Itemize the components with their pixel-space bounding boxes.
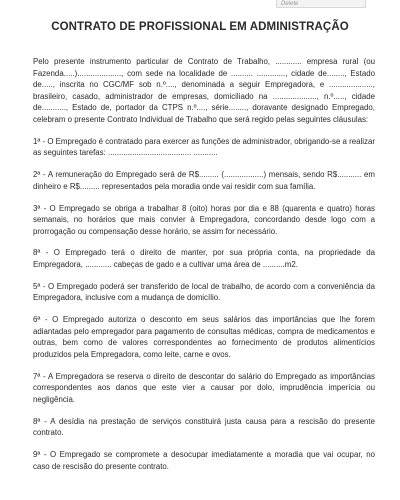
- clause-1: 1ª - O Empregado é contratado para exercer as funções de administrador, obrigando-se a realizar as seguintes tarefas: ...................................... ...........: [33, 136, 375, 158]
- clause-9: 9ª - O Empregado se compromete a desocupar imediatamente a moradia que vai ocupar, no caso de rescisão do presente contrato.: [33, 450, 375, 471]
- clause-7: 7ª - A Empregadora se reserva o direito de descontar do salário do Empregado as importâncias correspondentes aos danos que este vier a causar por dolo, imprudência imperícia ou negligência.: [33, 371, 375, 404]
- clause-6: 6ª - O Empregado autoriza o desconto em seus salários das importâncias que lhe forem adiantadas pelo empregador para pagamento de consultas médicas, compra de medicamentos e outras, bem como de valores correspondentes ao fornecimento de produtos alimentícios produzidos pela Empregadora, como leite, carne e ovos.: [33, 315, 375, 359]
- clause-4: 8ª - O Empregado terá o direito de manter, por sua própria conta, na propriedade da Empregadora, ............ cabeças de gado e a cultivar uma área de ..........m2.: [33, 248, 375, 270]
- delete-tab[interactable]: Delete: [276, 0, 366, 8]
- clause-3: 3ª - O Empregado se obriga a trabalhar 8 (oito) horas por dia e 88 (quarenta e quatro) horas semanais, no horários que mais convier à Empregadora, concordando desde logo com a prorrogação ou compensação desse horário, se assim for necessário.: [33, 203, 375, 236]
- clause-8: 8ª - A desídia na prestação de serviços constituirá justa causa para a rescisão do presente contrato.: [33, 416, 375, 438]
- document-title: CONTRATO DE PROFISSIONAL EM ADMINISTRAÇÃO: [51, 21, 349, 33]
- paragraph-preamble: Pelo presente instrumento particular de Contrato de Trabalho, ............ empresa rural (ou Fazenda.....)...................., com sede na localidade de .......... ............., cidade de........, Estado de....., inscrita no CGC/MF sob n.º...., denominada a seguir Empregadora, e ...................., brasileiro, casado, administrador de empresas, domiciliado na ...................., n.º....., cidade de..........., Estado de, portador da CTPS n.º...., série........, doravante designado Empregado, celebram o presente Contrato Individual de Trabalho que será regido pelas seguintes cláusulas:: [33, 57, 375, 124]
- document-body: [33, 56, 375, 483]
- clause-5: 5ª - O Empregado poderá ser transferido de local de trabalho, de acordo com a conveniência da Empregadora, inclusive com a mudança de domicílio.: [33, 281, 375, 303]
- clause-2: 2ª - A remuneração do Empregado será de R$......... (..................) mensais, sendo R$........... em dinheiro e R$......... representados pela moradia onde vai residir com sua família.: [33, 170, 375, 191]
